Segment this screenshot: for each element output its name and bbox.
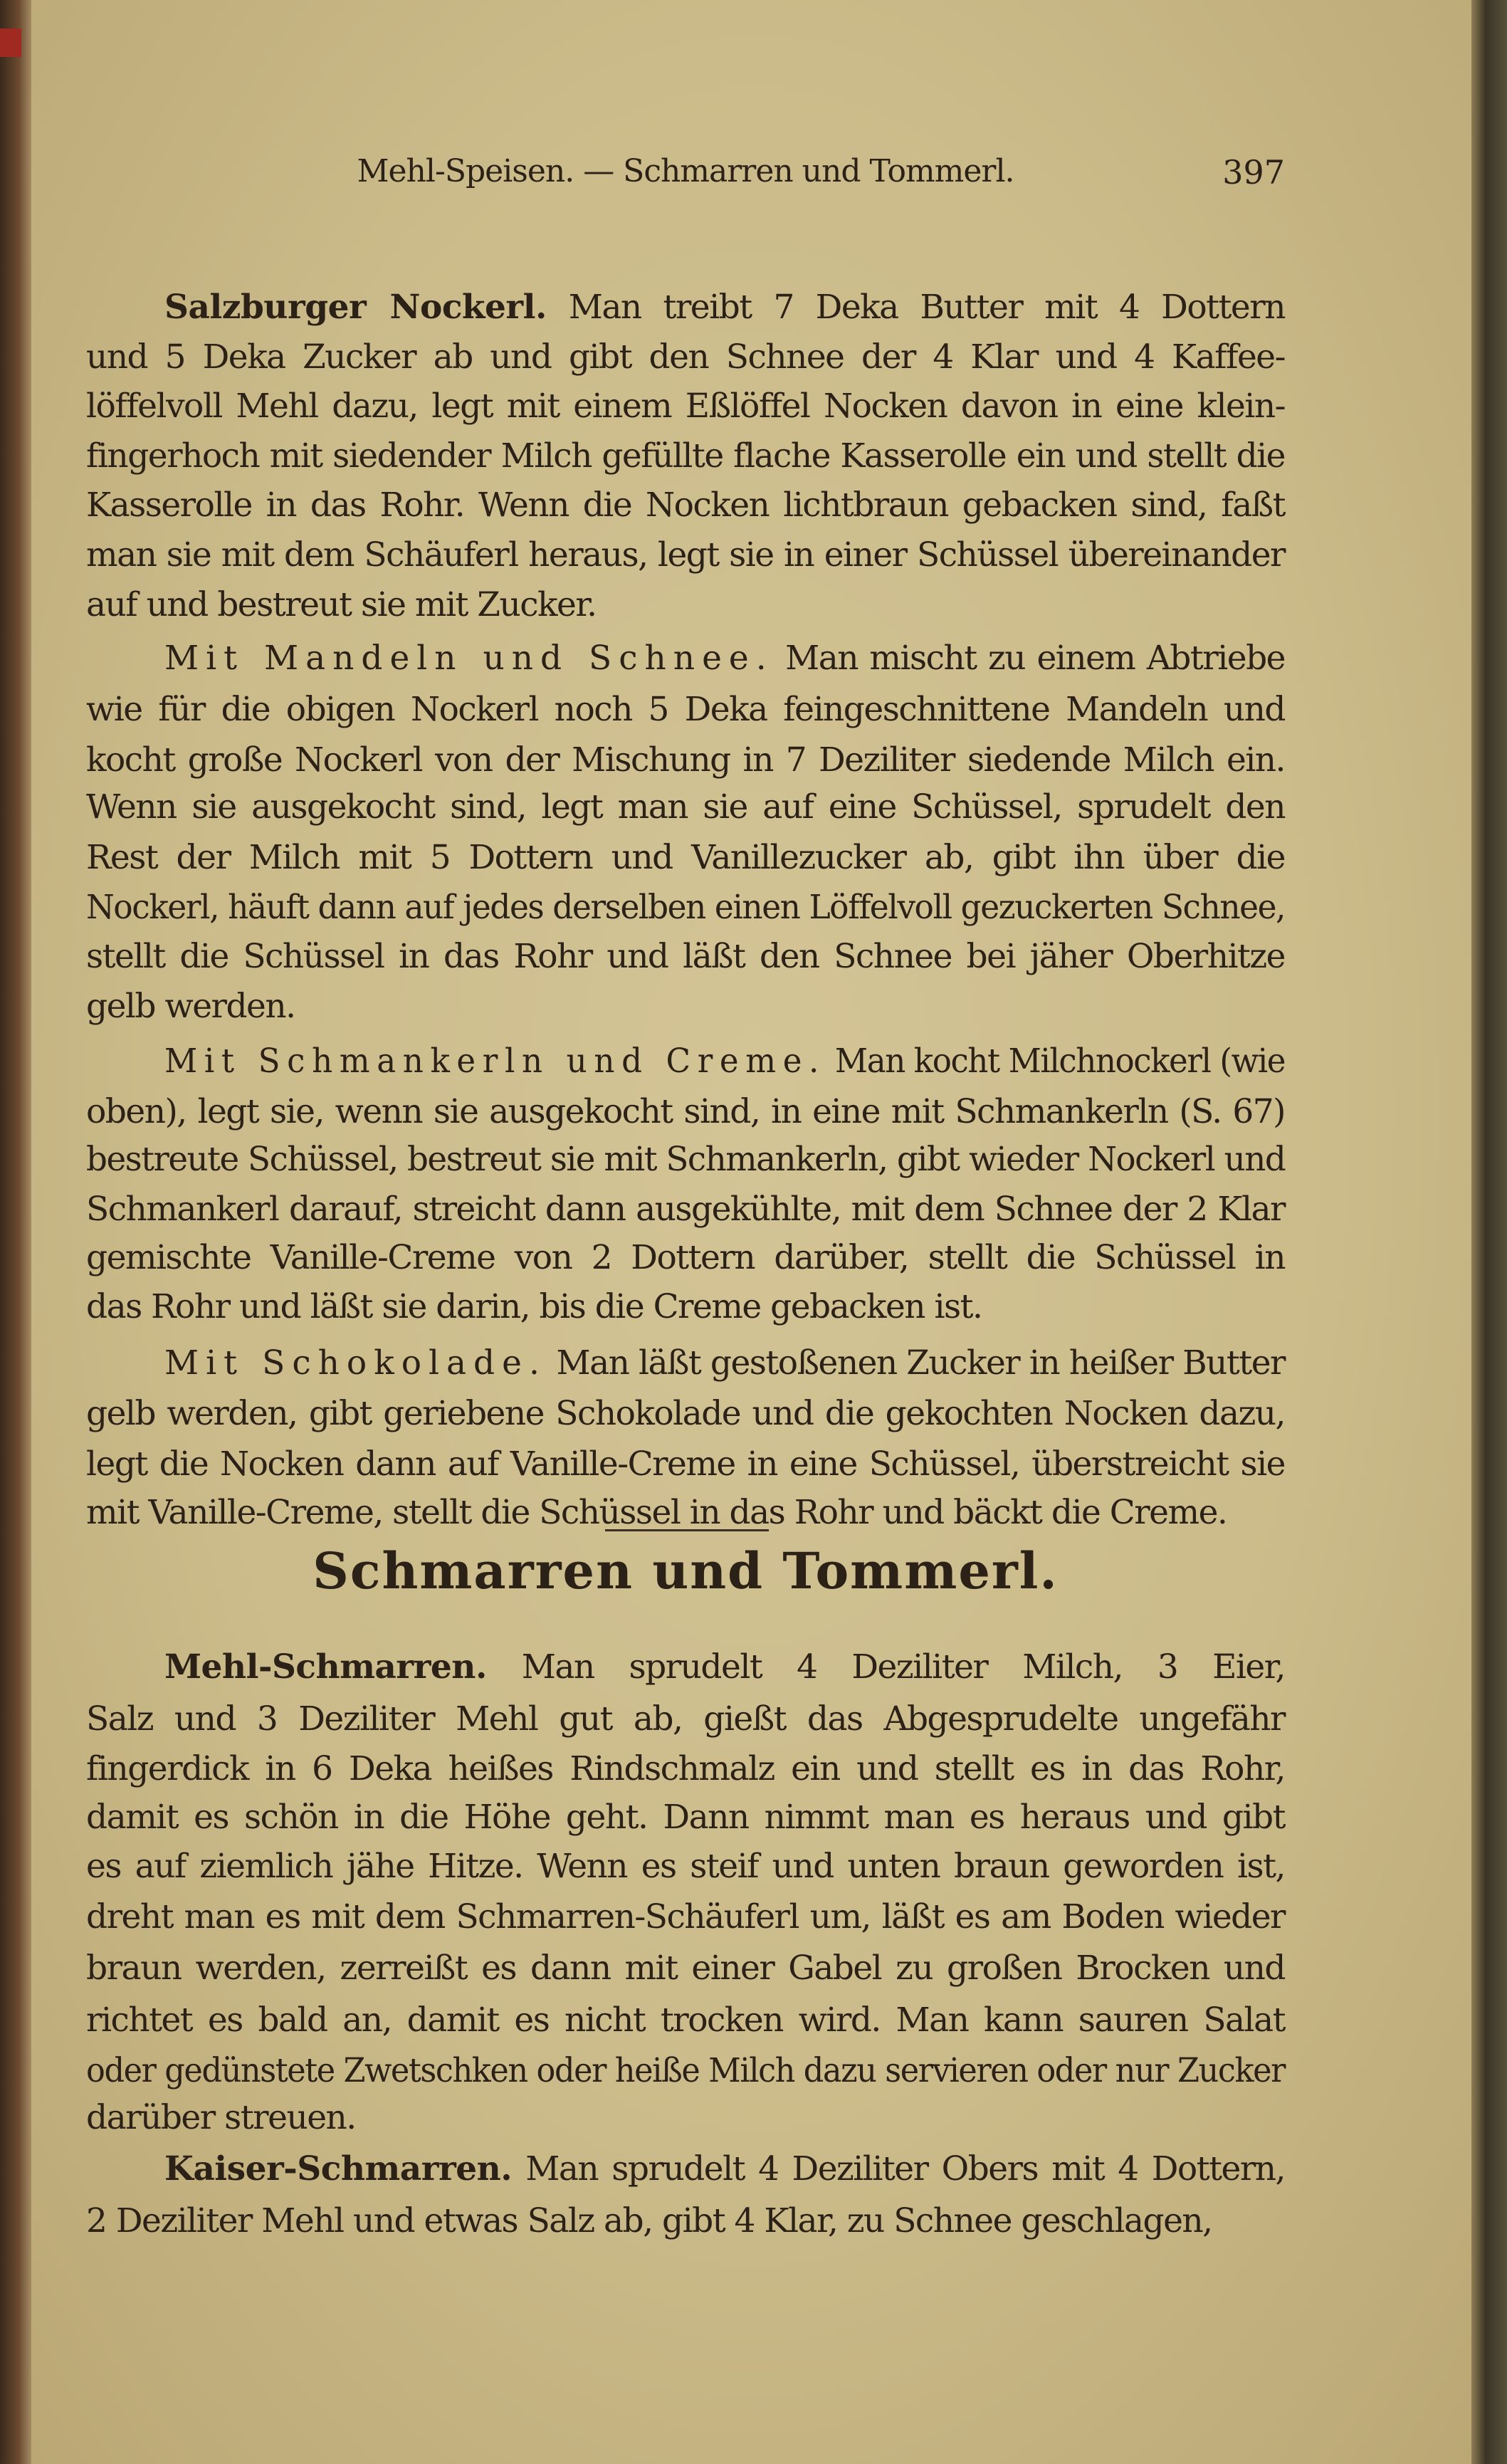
text-line [86,685,1285,735]
line-text: löffelvoll Mehl dazu, legt mit einem Eßlöffel Nocken davon in eine klein- [86,387,1285,426]
text-line [86,1087,1285,1137]
text-line [86,1282,1285,1332]
text-line [86,1842,1285,1892]
text-line [86,833,1285,883]
section-heading: Schmarren und Tommerl. [313,1541,1059,1600]
line-text: 2 Deziliter Mehl und etwas Salz ab, gibt 4 Klar, zu Schnee geschlagen, [86,2201,1212,2240]
text-line [86,735,1285,785]
line-text: mit Vanille-Creme, stellt die Schüssel in das Rohr und bäckt die Creme. [86,1493,1227,1532]
text-line [86,1185,1285,1234]
text-line [86,782,1285,832]
text-line [86,982,1285,1032]
text-line [86,1793,1285,1842]
line-text: damit es schön in die Höhe geht. Dann nimmt man es heraus und gibt [86,1798,1285,1837]
line-text: gelb werden, gibt geriebene Schokolade und die gekochten Nocken dazu, [86,1394,1285,1433]
line-text: braun werden, zerreißt es dann mit einer Gabel zu großen Brocken und [86,1949,1285,1988]
line-text: fingerdick in 6 Deka heißes Rindschmalz ein und stellt es in das Rohr, [86,1749,1285,1788]
line-text: gelb werden. [86,987,295,1026]
text-line [86,1744,1285,1794]
page-number: 397 [1222,153,1285,192]
text-line [86,883,1285,933]
text-line [86,530,1285,580]
text-line [86,1892,1285,1942]
text-line [86,1440,1285,1489]
line-text: richtet es bald an, damit es nicht trocken wird. Man kann sauren Salat [86,2001,1285,2040]
line-text: man sie mit dem Schäuferl heraus, legt sie in einer Schüssel übereinander [86,535,1285,575]
line-text: Kasserolle in das Rohr. Wenn die Nocken lichtbraun gebacken sind, faßt [86,486,1285,525]
text-line [86,1694,1285,1744]
text-line [86,332,1285,382]
text-line [164,2144,1285,2194]
line-text: bestreute Schüssel, bestreut sie mit Schmankerln, gibt wieder Nockerl und [86,1140,1286,1179]
line-text: Schmankerl darauf, streicht dann ausgekühlte, mit dem Schnee der 2 Klar [86,1190,1285,1229]
paragraph-lead: Mit Schmankerln und Creme. [164,1042,826,1081]
line-text: Salz und 3 Deziliter Mehl gut ab, gießt das Abgesprudelte ungefähr [86,1699,1285,1739]
paragraph-lead: Mehl-Schmarren. [164,1647,487,1687]
page-edge [1471,0,1507,2464]
paragraph-lead: Mit Schokolade. [164,1343,547,1383]
text-line [86,932,1285,982]
line-text: Nockerl, häuft dann auf jedes derselben einen Löffelvoll gezuckerten Schnee, [86,888,1285,927]
text-line [86,1996,1285,2045]
text-line [164,1642,1285,1692]
line-text: das Rohr und läßt sie darin, bis die Creme gebacken ist. [86,1287,982,1326]
paragraph-lead: Mit Mandeln und Schnee. [164,639,774,678]
line-text: darüber streuen. [86,2098,356,2137]
text-line [86,1233,1285,1283]
line-text: Wenn sie ausgekocht sind, legt man sie auf eine Schüssel, sprudelt den [86,787,1285,827]
text-line [86,1488,1285,1538]
text-line [86,2196,1285,2246]
line-text: Man sprudelt 4 Deziliter Milch, 3 Eier, [521,1647,1285,1687]
line-text: gemischte Vanille-Creme von 2 Dottern darüber, stellt die Schüssel in [86,1238,1285,1277]
line-text: es auf ziemlich jähe Hitze. Wenn es steif und unten braun geworden ist, [86,1847,1285,1886]
line-text: wie für die obigen Nockerl noch 5 Deka feingeschnittene Mandeln und [86,690,1285,729]
text-line [86,580,1285,630]
line-text: Man treibt 7 Deka Butter mit 4 Dottern [568,288,1285,327]
line-text: Man läßt gestoßenen Zucker in heißer Butter [556,1343,1285,1383]
text-line [86,1135,1285,1185]
text-line [164,1037,1285,1086]
line-text: auf und bestreut sie mit Zucker. [86,585,597,624]
paragraph-lead: Kaiser-Schmarren. [164,2149,513,2188]
text-line [164,634,1285,683]
line-text: dreht man es mit dem Schmarren-Schäuferl um, läßt es am Boden wieder [86,1897,1285,1936]
line-text: stellt die Schüssel in das Rohr und läßt den Schnee bei jäher Oberhitze [86,937,1285,976]
line-text: kocht große Nockerl von der Mischung in 7 Deziliter siedende Milch ein. [86,740,1285,780]
line-text: oder gedünstete Zwetschken oder heiße Milch dazu servieren oder nur Zucker [86,2051,1285,2090]
line-text: Man mischt zu einem Abtriebe [785,639,1285,678]
text-line [86,1944,1285,1993]
text-line [86,2093,1285,2143]
text-line [86,1389,1285,1439]
book-binding-edge [0,0,31,2464]
line-text: oben), legt sie, wenn sie ausgekocht sind, in eine mit Schmankerln (S. 67) [86,1092,1285,1131]
line-text: Man sprudelt 4 Deziliter Obers mit 4 Dottern, [525,2149,1285,2188]
text-line [164,1338,1285,1388]
text-line [164,283,1285,332]
line-text: fingerhoch mit siedender Milch gefüllte flache Kasserolle ein und stellt die [86,436,1285,476]
text-line [86,431,1285,481]
line-text: legt die Nocken dann auf Vanille-Creme in eine Schüssel, überstreicht sie [86,1445,1285,1484]
line-text: und 5 Deka Zucker ab und gibt den Schnee der 4 Klar und 4 Kaffee- [86,337,1285,377]
paragraph-lead: Salzburger Nockerl. [164,288,547,327]
running-title: Mehl-Speisen. — Schmarren und Tommerl. [357,153,1014,189]
text-line [86,2046,1285,2096]
line-text: Rest der Milch mit 5 Dottern und Vanillezucker ab, gibt ihn über die [86,838,1285,877]
line-text: Man kocht Milchnockerl (wie [834,1042,1286,1081]
text-line [86,481,1285,530]
text-line [86,382,1285,431]
